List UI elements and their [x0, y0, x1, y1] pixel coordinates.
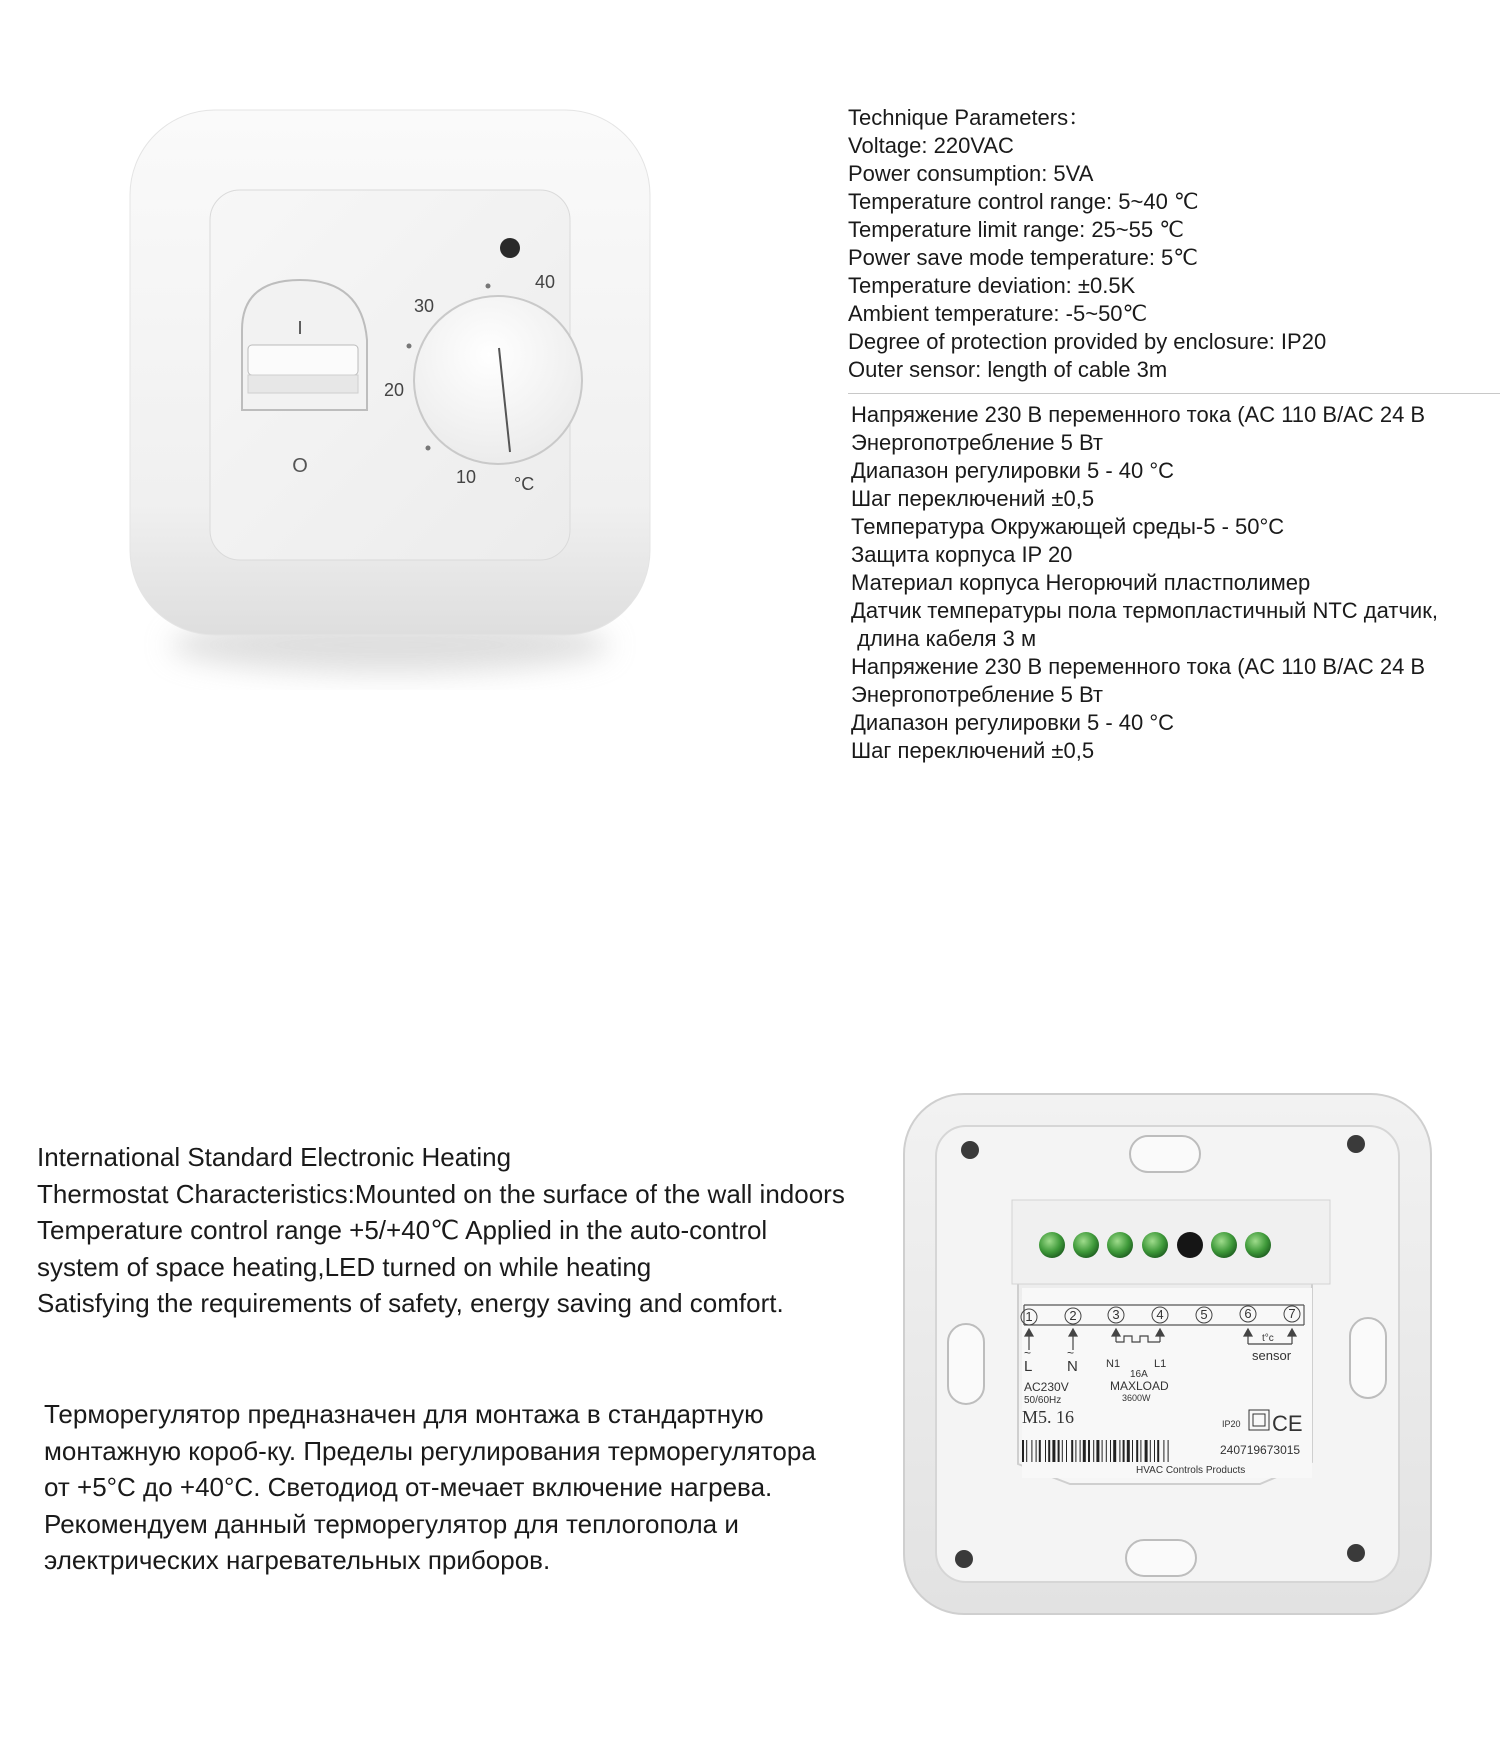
- mounting-slot: [1126, 1540, 1196, 1576]
- specs-en: [848, 104, 1488, 384]
- svg-text:~: ~: [1067, 1346, 1075, 1360]
- mounting-slot: [1350, 1318, 1386, 1398]
- dial-label-10: 10: [456, 467, 477, 487]
- spec-ru-line: Напряжение 230 В переменного тока (AC 110 В/AC 24 В: [851, 654, 1426, 679]
- terminal-number: 7: [1288, 1306, 1296, 1321]
- front-thermostat-image: [100, 90, 680, 690]
- ip-label: IP20: [1222, 1419, 1241, 1429]
- mounting-hole-icon: [1347, 1544, 1365, 1562]
- spec-en-line: Temperature limit range: 25~55 ℃: [848, 217, 1184, 242]
- intro-en: [37, 1139, 877, 1322]
- barcode-bar: [1083, 1440, 1086, 1462]
- barcode-bar: [1113, 1440, 1116, 1462]
- spec-ru-line: Напряжение 230 В переменного тока (AC 110 В/AC 24 В: [851, 402, 1426, 427]
- ce-label: CE: [1272, 1411, 1303, 1436]
- terminal-l-label: L: [1024, 1358, 1033, 1375]
- barcode-bar: [1071, 1440, 1073, 1462]
- spec-ru-line: Шаг переключений ±0,5: [851, 738, 1095, 763]
- terminal-number: 4: [1156, 1307, 1164, 1322]
- watt-label: 3600W: [1122, 1393, 1151, 1403]
- terminal-number: 6: [1244, 1306, 1252, 1321]
- dial-label-40: 40: [535, 272, 556, 292]
- barcode-bar: [1045, 1440, 1046, 1462]
- intro-ru: [44, 1396, 864, 1579]
- spec-ru-line: Защита корпуса IP 20: [851, 542, 1073, 567]
- barcode-bar: [1022, 1440, 1024, 1462]
- intro-en-line: International Standard Electronic Heating: [37, 1142, 512, 1172]
- mounting-slot: [1130, 1136, 1200, 1172]
- barcode-bar: [1036, 1440, 1037, 1462]
- spec-en-line: Ambient temperature: -5~50℃: [848, 301, 1148, 326]
- barcode-bar: [1123, 1440, 1125, 1462]
- barcode-bar: [1163, 1440, 1164, 1462]
- spec-ru-line: Материал корпуса Негорючий пластполимер: [851, 570, 1311, 595]
- sensor-symbol: t°c: [1262, 1333, 1274, 1344]
- rocker-switch-paddle[interactable]: [248, 345, 358, 375]
- intro-ru-line: Терморегулятор предназначен для монтажа в стандартную: [44, 1399, 764, 1429]
- terminal-screw-icon: [1245, 1232, 1271, 1258]
- spec-en-line: Power consumption: 5VA: [848, 161, 1094, 186]
- specs-ru: [851, 401, 1491, 765]
- terminal-number: 5: [1200, 1307, 1208, 1322]
- current-label: 16A: [1130, 1369, 1148, 1380]
- barcode-bar: [1080, 1440, 1081, 1462]
- spec-ru-line: Температура Окружающей среды-5 - 50°C: [851, 514, 1285, 539]
- spec-ru-line: Шаг переключений ±0,5: [851, 486, 1095, 511]
- barcode-bar: [1132, 1440, 1133, 1462]
- barcode-bar: [1058, 1440, 1060, 1462]
- l1-label: L1: [1154, 1358, 1167, 1370]
- svg-text:~: ~: [1024, 1346, 1032, 1360]
- barcode-bar: [1140, 1440, 1141, 1462]
- barcode-bar: [1048, 1440, 1050, 1462]
- spec-ru-line: длина кабеля 3 м: [851, 626, 1037, 651]
- spec-en-line: Degree of protection provided by enclosure: IP20: [848, 329, 1327, 354]
- intro-ru-line: электрических нагревательных приборов.: [44, 1545, 551, 1575]
- terminal-number: 2: [1069, 1308, 1077, 1323]
- spec-en-title: Technique Parameters：: [848, 105, 1091, 130]
- barcode-bar: [1106, 1440, 1107, 1462]
- mounting-hole-icon: [955, 1550, 973, 1568]
- dial-label-20: 20: [384, 380, 405, 400]
- dial-label-30: 30: [414, 296, 435, 316]
- mounting-hole-icon: [1347, 1135, 1365, 1153]
- barcode-bar: [1026, 1440, 1027, 1462]
- spec-ru-line: Диапазон регулировки 5 - 40 °C: [851, 710, 1175, 735]
- barcode-bar: [1066, 1440, 1067, 1462]
- spec-ru-line: Диапазон регулировки 5 - 40 °C: [851, 458, 1175, 483]
- intro-ru-line: Рекомендуем данный терморегулятор для теплогопола и: [44, 1508, 739, 1539]
- barcode-bar: [1031, 1440, 1032, 1462]
- intro-en-line: Temperature control range +5/+40℃ Applied in the auto-control: [37, 1215, 768, 1245]
- spec-divider: [848, 393, 1500, 394]
- spec-en-line: Temperature deviation: ±0.5K: [848, 273, 1136, 298]
- barcode-bar: [1127, 1440, 1130, 1462]
- spec-ru-line: Энергопотребление 5 Вт: [851, 682, 1104, 707]
- terminal-number: 1: [1025, 1309, 1033, 1324]
- temperature-knob[interactable]: [414, 296, 582, 464]
- terminal-screw-icon: [1039, 1232, 1065, 1258]
- back-thermostat-image: [900, 1092, 1435, 1617]
- spec-en-line: Outer sensor: length of cable 3m: [848, 357, 1168, 382]
- intro-ru-line: монтажную короб-ку. Пределы регулирования терморегулятора: [44, 1435, 816, 1466]
- barcode-bar: [1145, 1440, 1148, 1462]
- terminal-screw-icon: [1142, 1232, 1168, 1258]
- terminal-screw-icon: [1073, 1232, 1099, 1258]
- spec-ru-line: Датчик температуры пола термопластичный NTC датчик,: [851, 598, 1438, 623]
- spec-en-line: Voltage: 220VAC: [848, 133, 1014, 158]
- spec-ru-line: Энергопотребление 5 Вт: [851, 430, 1104, 455]
- intro-en-line: system of space heating,LED turned on while heating: [37, 1251, 652, 1282]
- spec-en-line: Power save mode temperature: 5℃: [848, 245, 1198, 270]
- barcode-bar: [1093, 1440, 1094, 1462]
- barcode-bar: [1136, 1440, 1138, 1462]
- mounting-slot: [948, 1324, 984, 1404]
- terminal-screw-icon: [1177, 1232, 1203, 1258]
- barcode-bar: [1075, 1440, 1076, 1462]
- barcode-bar: [1096, 1440, 1099, 1462]
- barcode-bar: [1062, 1440, 1063, 1462]
- barcode-bar: [1110, 1440, 1111, 1462]
- barcode-bar: [1102, 1440, 1103, 1462]
- barcode-bar: [1157, 1440, 1159, 1462]
- barcode-bar: [1088, 1440, 1090, 1462]
- switch-off-label: O: [292, 455, 308, 477]
- terminal-screw-icon: [1211, 1232, 1237, 1258]
- maxload-label: MAXLOAD: [1110, 1379, 1169, 1393]
- barcode-bar: [1119, 1440, 1120, 1462]
- serial-label: 240719673015: [1220, 1443, 1301, 1457]
- terminal-number: 3: [1112, 1307, 1120, 1322]
- dial-unit-label: °C: [514, 474, 535, 494]
- switch-on-label: I: [297, 318, 303, 338]
- maker-label: HVAC Controls Products: [1136, 1465, 1246, 1476]
- intro-en-line: Satisfying the requirements of safety, energy saving and comfort.: [37, 1288, 784, 1318]
- n1-label: N1: [1106, 1358, 1121, 1370]
- barcode-bar: [1154, 1440, 1155, 1462]
- intro-en-line: Thermostat Characteristics:Mounted on the surface of the wall indoors: [37, 1178, 845, 1209]
- spec-en-line: Temperature control range: 5~40 ℃: [848, 189, 1199, 214]
- freq-label: 50/60Hz: [1024, 1395, 1062, 1406]
- mounting-hole-icon: [961, 1141, 979, 1159]
- barcode-bar: [1168, 1440, 1169, 1462]
- terminal-screw-icon: [1107, 1232, 1133, 1258]
- led-indicator: [500, 238, 520, 258]
- barcode-bar: [1039, 1440, 1041, 1462]
- intro-ru-line: от +5°C до +40°C. Светодиод от-мечает включение нагрева.: [44, 1472, 773, 1502]
- barcode-bar: [1052, 1440, 1055, 1462]
- sensor-label: sensor: [1252, 1348, 1292, 1363]
- power-label: AC230V: [1024, 1380, 1069, 1394]
- barcode-bar: [1150, 1440, 1151, 1462]
- terminal-n-label: N: [1067, 1358, 1078, 1375]
- model-label: M5. 16: [1022, 1407, 1075, 1427]
